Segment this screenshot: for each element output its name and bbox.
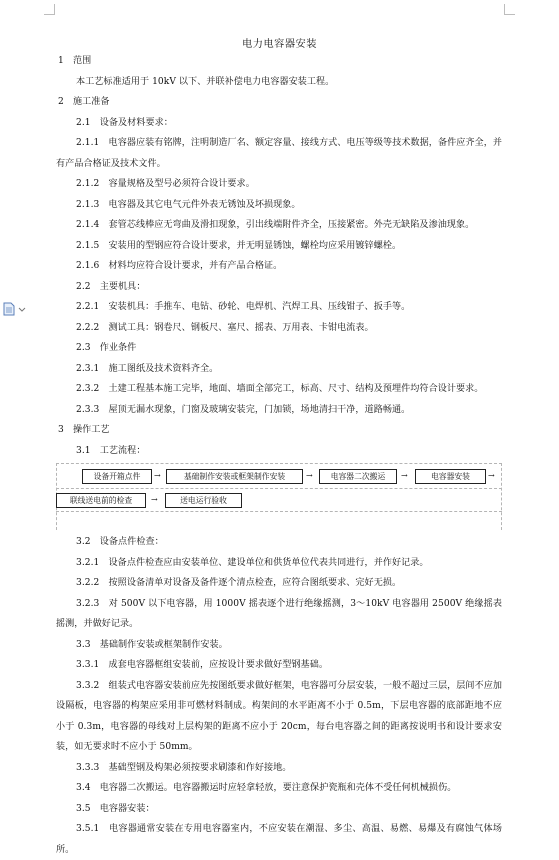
flow-frame-line bbox=[56, 511, 502, 512]
paragraph: 2.1.5 安装用的型钢应符合设计要求，并无明显锈蚀，螺栓均应采用镀锌螺栓。 bbox=[76, 240, 402, 251]
paragraph: 2.1.2 容量规格及型号必须符合设计要求。 bbox=[76, 179, 255, 189]
flow-arrow: → bbox=[154, 471, 161, 480]
paragraph: 3.3.3 基础型钢及构架必须按要求刷漆和作好接地。 bbox=[76, 762, 292, 773]
process-flow-diagram bbox=[56, 463, 502, 531]
crop-mark-top-right bbox=[504, 4, 515, 15]
document-outline-icon[interactable] bbox=[2, 301, 28, 315]
paragraph: 3.1 工艺流程： bbox=[76, 445, 146, 456]
paragraph: 2.1.3 电容器及其它电气元件外表无锈蚀及坏损现象。 bbox=[76, 199, 301, 210]
paragraph: 2.3.1 施工图纸及技术资料齐全。 bbox=[76, 363, 219, 374]
flow-step-foundation: 基础制作安装或框架制作安装 bbox=[166, 469, 303, 484]
paragraph: 3.5.1 电容器通常安装在专用电容器室内，不应安装在潮湿、多尘、高温、易燃、易爆及有腐蚀气体场所。 bbox=[56, 824, 502, 855]
paragraph: 2.1.6 材料均应符合设计要求，并有产品合格证。 bbox=[76, 261, 283, 271]
document-title: 电力电容器安装 bbox=[242, 39, 317, 50]
paragraph: 3.3.2 组装式电容器安装前应先按图纸要求做好框架，电容器可分层安装，一般不超过三层，层间不应加设隔板，电容器的构架应采用非可燃材料制成。构架间的水平距离不小于 0.5m，下层电容器的底部距地不应小于 0.3m，电容器的母线对上层构架的距离不应小于 20cm，每台电容器之间的距离按说明书和设计要求安装，如无要求时不应小于 50mm。 bbox=[56, 680, 502, 752]
paragraph: 3.2.1 设备点件检查应由安装单位、建设单位和供货单位代表共同进行，并作好记录。 bbox=[76, 557, 429, 568]
paragraph: 3.4 电容器二次搬运。电容器搬运时应轻拿轻放，要注意保护瓷瓶和壳体不受任何机械损伤。 bbox=[76, 783, 457, 793]
paragraph: 2.2 主要机具： bbox=[76, 281, 146, 292]
flow-frame-line bbox=[501, 463, 502, 530]
flow-frame-line bbox=[56, 463, 502, 464]
paragraph: 3.5 电容器安装： bbox=[76, 803, 155, 814]
flow-step-transport: 电容器二次搬运 bbox=[319, 469, 397, 484]
paragraph: 3.3.1 成套电容器框组安装前，应按设计要求做好型钢基础。 bbox=[76, 660, 328, 670]
flow-step-unpacking: 设备开箱点件 bbox=[82, 469, 152, 484]
paragraph: 2.3.2 土建工程基本施工完毕，地面、墙面全部完工，标高、尺寸、结构及预埋件均符合设计要求。 bbox=[76, 384, 484, 394]
paragraph: 3.2.3 对 500V 以下电容器，用 1000V 摇表逐个进行绝缘摇测，3～10kV 电容器用 2500V 绝缘摇表摇测，并做好记录。 bbox=[56, 598, 502, 629]
heading-operation: 3 操作工艺 bbox=[58, 425, 110, 435]
flow-step-acceptance: 送电运行验收 bbox=[165, 493, 242, 508]
paragraph: 2.3.3 屋顶无漏水现象，门窗及玻璃安装完，门加锁，场地清扫干净，道路畅通。 bbox=[76, 404, 411, 415]
flow-arrow: → bbox=[488, 471, 495, 480]
flow-arrow: → bbox=[151, 495, 158, 504]
paragraph: 2.1 设备及材料要求： bbox=[76, 117, 173, 128]
paragraph: 本工艺标准适用于 10kV 以下、并联补偿电力电容器安装工程。 bbox=[76, 76, 335, 87]
flow-arrow: → bbox=[401, 471, 408, 480]
heading-preparation: 2 施工准备 bbox=[58, 97, 110, 107]
paragraph: 2.1.1 电容器应装有铭牌，注明制造厂名、额定容量、接线方式、电压等级等技术数据，备件应齐全，并有产品合格证及技术文件。 bbox=[56, 138, 502, 169]
flow-step-pre-energize-check: 联线送电前的检查 bbox=[56, 493, 146, 508]
paragraph: 2.1.4 套管芯线棒应无弯曲及滑扣现象，引出线端附件齐全，压接紧密。外壳无缺陷及渗油现象。 bbox=[76, 220, 475, 230]
flow-arrow: → bbox=[306, 471, 313, 480]
paragraph: 3.2.2 按照设备清单对设备及备件逐个清点检查，应符合图纸要求、完好无损。 bbox=[76, 578, 402, 588]
paragraph: 3.3 基础制作安装或框架制作安装。 bbox=[76, 639, 228, 650]
document-body bbox=[56, 51, 502, 860]
flow-step-installation: 电容器安装 bbox=[415, 469, 486, 484]
paragraph: 2.2.2 测试工具：钢卷尺、钢板尺、塞尺、摇表、万用表、卡钳电流表。 bbox=[76, 322, 374, 333]
flow-frame-line bbox=[56, 488, 502, 489]
paragraph: 2.3 作业条件 bbox=[76, 343, 137, 353]
paragraph: 3.2 设备点件检查： bbox=[76, 537, 164, 547]
crop-mark-top-left bbox=[44, 4, 55, 15]
heading-scope: 1 范围 bbox=[58, 56, 92, 66]
paragraph: 2.2.1 安装机具：手推车、电钻、砂轮、电焊机、汽焊工具、压线钳子、扳手等。 bbox=[76, 302, 411, 312]
